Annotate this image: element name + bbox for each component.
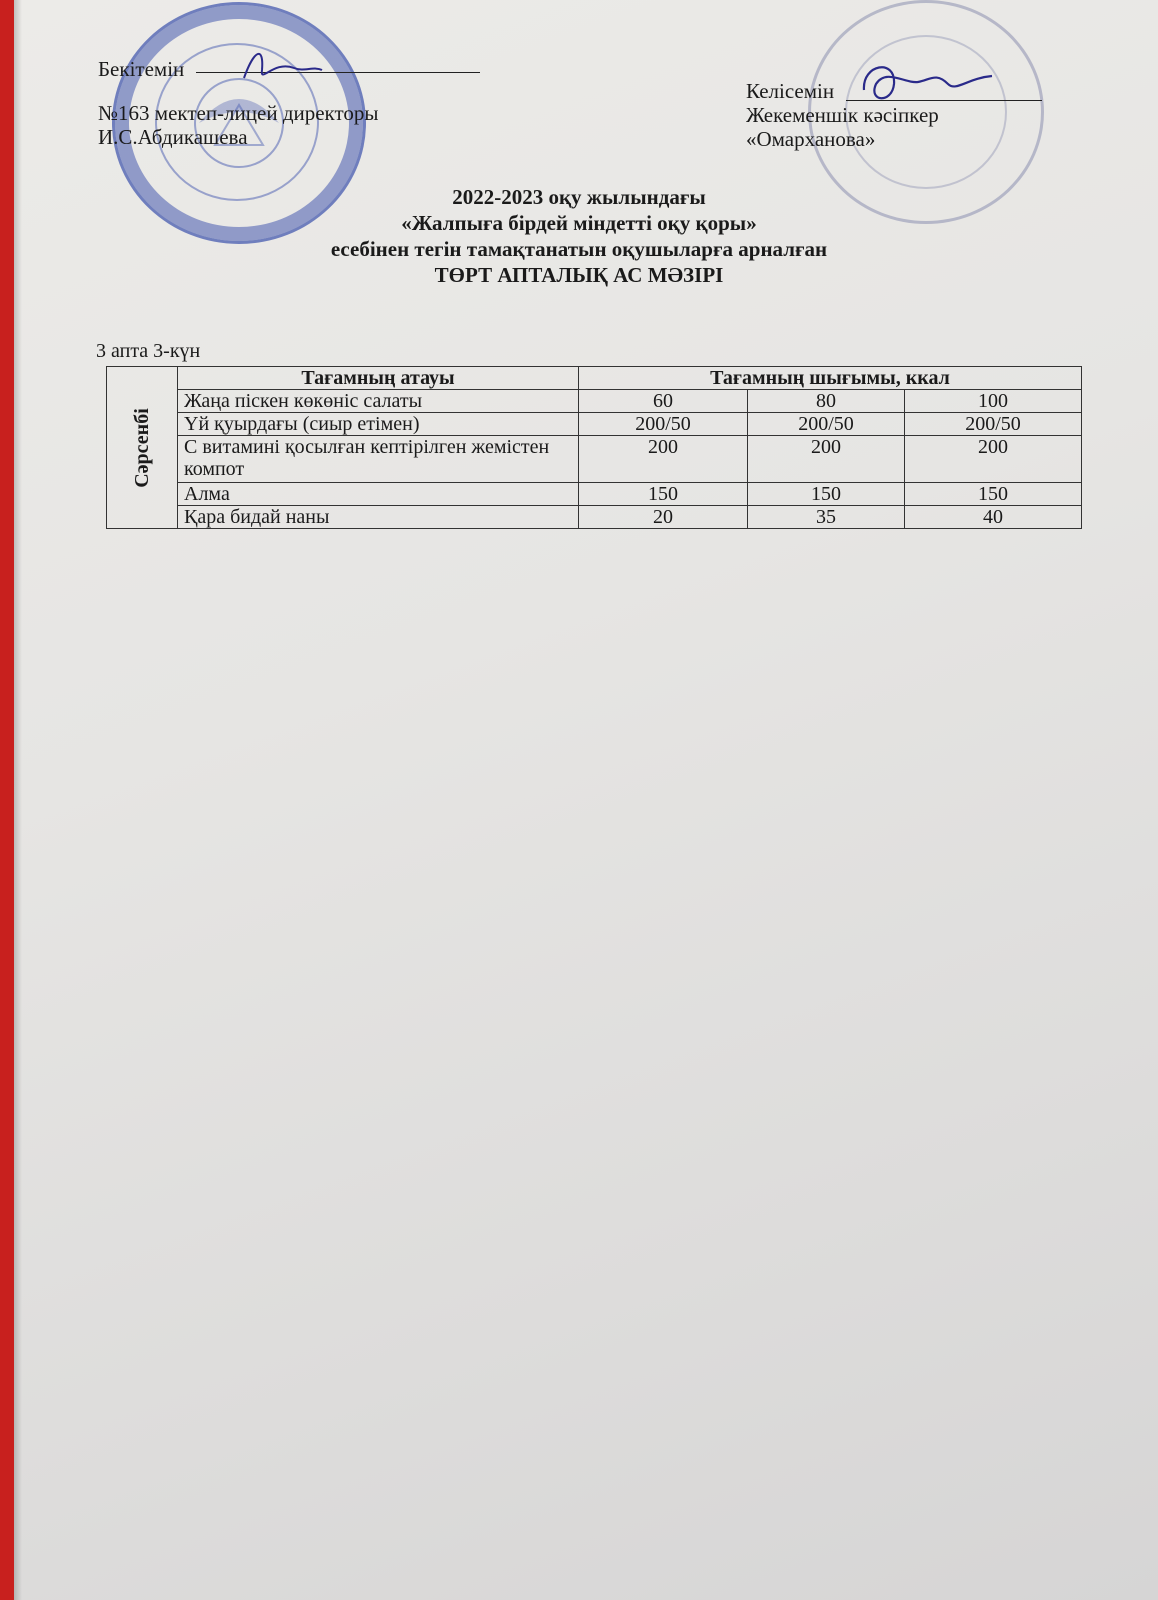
yield-value: 35 (748, 506, 905, 529)
director-position: №163 мектеп-лицей директоры (98, 101, 379, 125)
yield-value: 150 (748, 483, 905, 506)
approve-label: Бекітемін (98, 57, 185, 81)
table-row (107, 483, 1082, 506)
yield-value: 200 (748, 436, 905, 483)
director-name: И.С.Абдикашева (98, 125, 248, 149)
dish-name: С витамині қосылған кептірілген жемістен компот (178, 436, 579, 483)
agree-label: Келісемін (746, 79, 835, 103)
day-cell (107, 367, 178, 529)
entrepreneur-signature (856, 54, 996, 110)
title-line-1: 2022-2023 оқу жылындағы (452, 185, 706, 209)
table-row (107, 413, 1082, 436)
dish-name: Жаңа піскен көкөніс салаты (178, 390, 579, 413)
dish-name: Қара бидай наны (178, 506, 579, 529)
column-header-name: Тағамның атауы (178, 367, 579, 390)
title-line-2: «Жалпыға бірдей міндетті оқу қоры» (401, 211, 757, 235)
column-header-yield: Тағамның шығымы, ккал (579, 367, 1082, 390)
title-line-4: ТӨРТ АПТАЛЫҚ АС МӘЗІРІ (434, 263, 724, 287)
yield-value: 200/50 (579, 413, 748, 436)
yield-value: 200/50 (748, 413, 905, 436)
yield-value: 150 (579, 483, 748, 506)
yield-value: 100 (905, 390, 1082, 413)
table-row (107, 436, 1082, 483)
table-row (107, 390, 1082, 413)
yield-value: 60 (579, 390, 748, 413)
yield-value: 20 (579, 506, 748, 529)
day-label: Сәрсенбі (131, 407, 153, 488)
yield-value: 40 (905, 506, 1082, 529)
menu-table (106, 366, 1082, 529)
title-line-3: есебінен тегін тамақтанатын оқушыларға арналған (330, 237, 828, 261)
yield-value: 80 (748, 390, 905, 413)
entrepreneur-position: Жекеменшік кәсіпкер (746, 103, 939, 127)
dish-name: Үй қуырдағы (сиыр етімен) (178, 413, 579, 436)
dish-name: Алма (178, 483, 579, 506)
entrepreneur-name: «Омарханова» (746, 127, 876, 151)
yield-value: 200 (579, 436, 748, 483)
table-row (107, 506, 1082, 529)
table-header-row (107, 367, 1082, 390)
yield-value: 150 (905, 483, 1082, 506)
director-signature (234, 40, 324, 90)
week-day-label: 3 апта 3-күн (96, 340, 201, 362)
yield-value: 200/50 (905, 413, 1082, 436)
yield-value: 200 (905, 436, 1082, 483)
